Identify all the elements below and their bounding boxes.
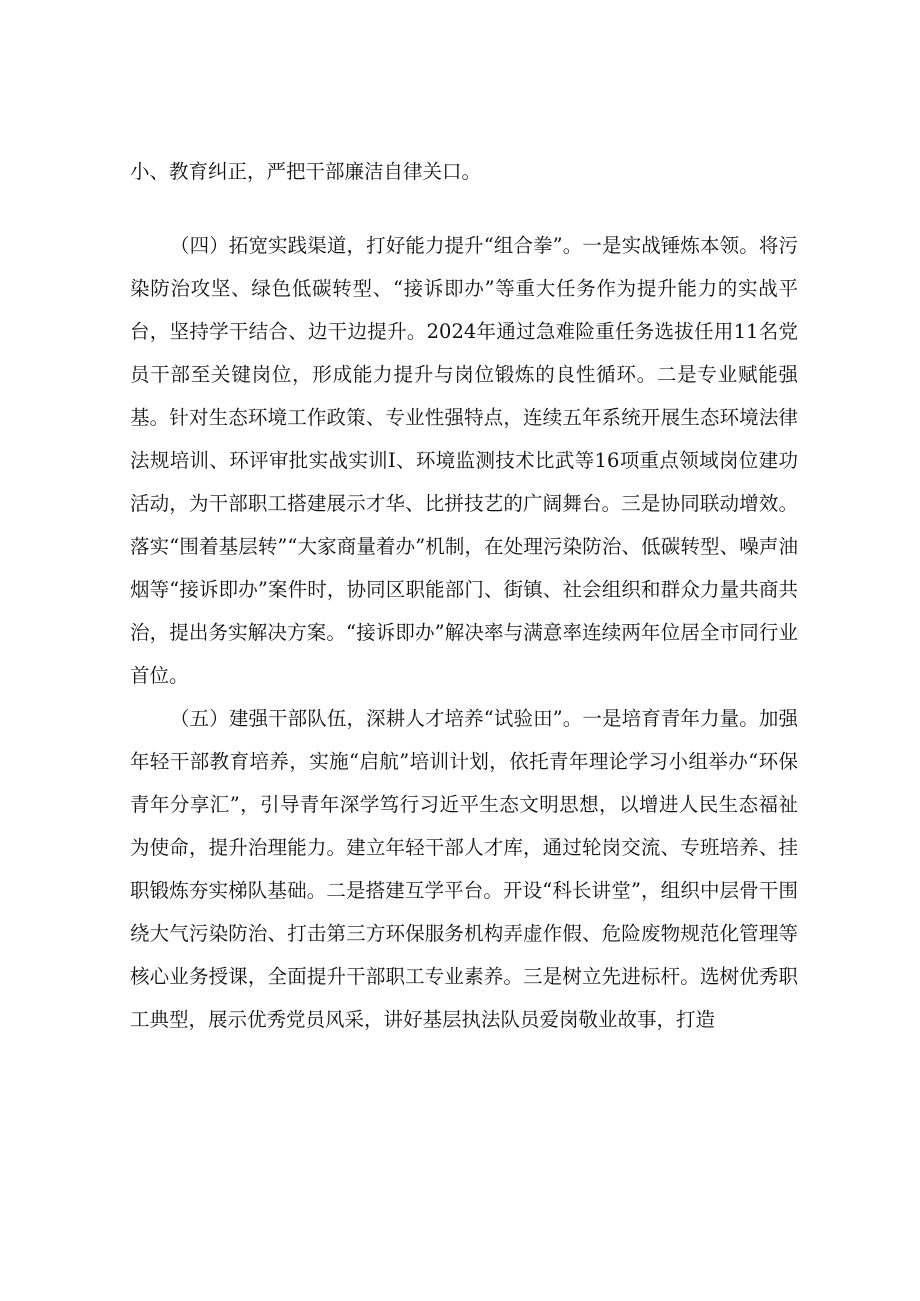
paragraph-continuation: 小、教育纠正，严把干部廉洁自律关口。 [130, 160, 482, 183]
paragraph-section-five: （五）建强干部队伍，深耕人才培养“试验田”。一是培育青年力量。加强年轻干部教育培养，实施“启航”培训计划，依托青年理论学习小组举办“环保青年分享汇”，引导青年深学笃行习近平生态文明思想，以增进人民生态福祉为使命，提升治理能力。建立年轻干部人才库，通过轮岗交流、专班培养、挂职锻炼夯实梯队基础。二是搭建互学平台。开设“科长讲堂”，组织中层骨干围绕大气污染防治、打击第三方环保服务机构弄虚作假、危险废物规范化管理等核心业务授课，全面提升干部职工专业素养。三是树立先进标杆。选树优秀职工典型，展示优秀党员风采，讲好基层执法队员爱岗敬业故事，打造 [130, 707, 798, 1031]
paragraph-section-four: （四）拓宽实践渠道，打好能力提升“组合拳”。一是实战锤炼本领。将污染防治攻坚、绿色低碳转型、“接诉即办”等重大任务作为提升能力的实战平台，坚持学干结合、边干边提升。2024年通过急难险重任务选拔任用11名党员干部至关键岗位，形成能力提升与岗位锻炼的良性循环。二是专业赋能强基。针对生态环境工作政策、专业性强特点，连续五年系统开展生态环境法律法规培训、环评审批实战实训I、环境监测技术比武等16项重点领域岗位建功活动，为干部职工搭建展示才华、比拼技艺的广阔舞台。三是协同联动增效。落实“围着基层转”“大家商量着办”机制，在处理污染防治、低碳转型、噪声油烟等“接诉即办”案件时，协同区职能部门、街镇、社会组织和群众力量共商共治，提出务实解决方案。“接诉即办”解决率与满意率连续两年位居全市同行业首位。 [130, 234, 798, 687]
